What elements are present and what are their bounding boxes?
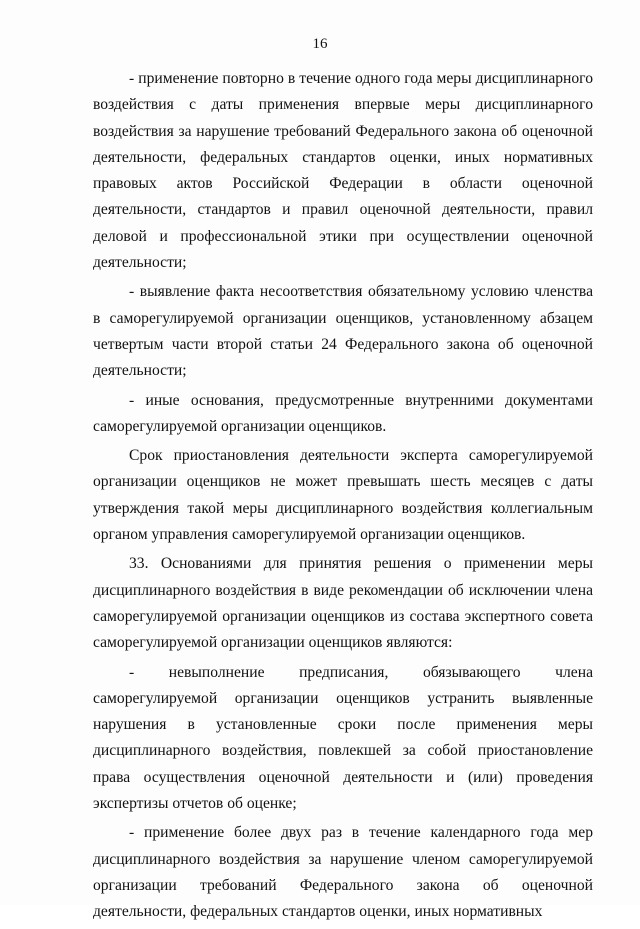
paragraph-multiple-penalties: - применение более двух раз в течение календарного года мер дисциплинарного воздействия за нарушение членом саморегулируемой организации требований Федерального закона об оценочной деятельности, федеральных стандартов оценки, иных нормативных xyxy=(93,824,593,921)
paragraph-suspension-term: Срок приостановления деятельности эксперта саморегулируемой организации оценщиков не может превышать шесть месяцев с даты утверждения такой меры дисциплинарного воздействия коллегиальным органом управления саморегулируемой организации оценщиков. xyxy=(93,447,593,544)
paragraph-repeat-penalty: - применение повторно в течение одного года меры дисциплинарного воздействия с даты применения впервые меры дисциплинарного воздействия за нарушение требований Федерального закона об оценочной деятельности, федеральных стандартов оценки, иных нормативных правовых актов Российской Федерации в области оценочной деятельности, стандартов и правил оценочной деятельности, правил деловой и профессиональной этики при осуществлении оценочной деятельности; xyxy=(93,70,593,272)
paragraph-section-33: 33. Основаниями для принятия решения о применении меры дисциплинарного воздействия в виде рекомендации об исключении члена саморегулируемой организации оценщиков из состава экспертного совета саморегулируемой организации оценщиков являются: xyxy=(93,555,593,652)
paragraph-order-noncompliance: - невыполнение предписания, обязывающего члена саморегулируемой организации оценщиков устранить выявленные нарушения в установленные сроки после применения меры дисциплинарного воздействия, повлекшей за собой приостановление права осуществления оценочной деятельности и (или) проведения экспертизы отчетов об оценке; xyxy=(93,663,593,813)
paragraph-other-grounds: - иные основания, предусмотренные внутренними документами саморегулируемой организации оценщиков. xyxy=(93,391,593,435)
paragraph-membership-mismatch: - выявление факта несоответствия обязательному условию членства в саморегулируемой организации оценщиков, установленному абзацем четвертым части второй статьи 24 Федерального закона об оценочной деятельности; xyxy=(93,283,593,380)
page-number: 16 xyxy=(312,36,328,52)
document-body xyxy=(93,66,593,929)
